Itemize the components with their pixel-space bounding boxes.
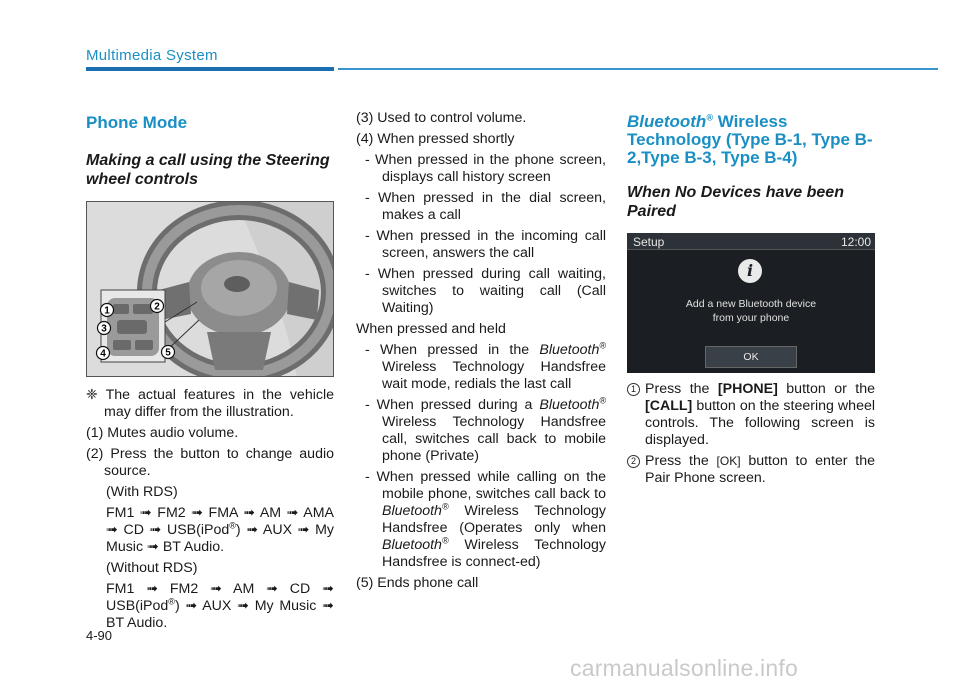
step-2-a: Press the bbox=[645, 453, 717, 469]
held-redial-b: Wireless Technology Handsfree wait mode, redials the last call bbox=[382, 359, 606, 392]
illustration-note: ❈ The actual features in the vehicle may differ from the illustration. bbox=[86, 387, 334, 420]
registered-mark: ® bbox=[229, 520, 236, 531]
phone-mode-heading: Phone Mode bbox=[86, 113, 188, 132]
column-right bbox=[627, 110, 875, 491]
item-5-end-call: (5) Ends phone call bbox=[356, 575, 479, 591]
item-4-short-press: (4) When pressed shortly bbox=[356, 131, 515, 147]
setup-screen-figure bbox=[627, 233, 875, 373]
registered-mark: ® bbox=[706, 112, 713, 123]
seq2-part-a: FM1 ➟ FM2 ➟ AM ➟ CD ➟ USB(iPod bbox=[106, 581, 334, 614]
pressed-and-held-heading: When pressed and held bbox=[356, 321, 506, 337]
held-switch-c: Wireless Technology Handsfree is connect-ed) bbox=[382, 537, 606, 570]
without-rds-sequence bbox=[86, 581, 334, 632]
page-number: 4-90 bbox=[86, 628, 113, 643]
steering-wheel-illustration bbox=[87, 202, 334, 377]
site-watermark: carmanualsonline.info bbox=[570, 655, 798, 681]
registered-mark: ® bbox=[599, 395, 606, 406]
bluetooth-heading-word: Bluetooth bbox=[627, 112, 707, 131]
figure-label-4: 4 bbox=[100, 348, 106, 360]
step-1-a: Press the bbox=[645, 381, 718, 397]
steering-call-subheading: Making a call using the Steering wheel controls bbox=[86, 152, 330, 188]
with-rds-label: (With RDS) bbox=[106, 484, 178, 500]
held-switch-b: Wireless Technology Handsfree (Operates only when bbox=[382, 503, 606, 536]
screen-clock: 12:00 bbox=[840, 235, 871, 249]
call-button-label: [CALL] bbox=[645, 398, 693, 414]
column-middle bbox=[356, 110, 606, 596]
bluetooth-word: Bluetooth bbox=[382, 537, 442, 553]
held-private-a: - When pressed during a bbox=[365, 397, 540, 413]
bluetooth-word: Bluetooth bbox=[382, 503, 442, 519]
held-private-b: Wireless Technology Handsfree call, switches call back to mobile phone (Private) bbox=[382, 414, 606, 464]
item-2-source: (2) Press the button to change audio source. bbox=[86, 446, 334, 479]
ok-button: OK bbox=[705, 346, 797, 368]
held-switch-a: - When pressed while calling on the mobile phone, switches call back to bbox=[365, 469, 606, 502]
step-2 bbox=[627, 453, 875, 487]
registered-mark: ® bbox=[599, 340, 606, 351]
item-3-volume: (3) Used to control volume. bbox=[356, 110, 527, 126]
no-devices-subheading: When No Devices have been Paired bbox=[627, 184, 844, 220]
header-rule-light bbox=[338, 68, 938, 70]
short-press-phone-screen: - When pressed in the phone screen, displays call history screen bbox=[365, 152, 606, 185]
bluetooth-heading bbox=[627, 113, 875, 167]
seq1-part-b: ) ➟ AUX ➟ My Music ➟ BT Audio. bbox=[106, 522, 334, 555]
held-switch-back bbox=[356, 469, 606, 571]
ok-button-label: [OK] bbox=[716, 454, 741, 468]
phone-button-label: [PHONE] bbox=[717, 381, 778, 397]
info-icon: i bbox=[738, 259, 762, 283]
step-1-number: 1 bbox=[627, 383, 640, 396]
figure-label-5: 5 bbox=[165, 347, 171, 359]
column-left bbox=[86, 110, 334, 636]
figure-label-3: 3 bbox=[101, 323, 107, 335]
step-1-e: button on the steering wheel controls. The following screen is displayed. bbox=[645, 398, 875, 448]
item-1-mute: (1) Mutes audio volume. bbox=[86, 425, 239, 441]
section-header: Multimedia System bbox=[86, 47, 218, 64]
figure-label-1: 1 bbox=[104, 305, 110, 317]
seq1-part-a: FM1 ➟ FM2 ➟ FMA ➟ AM ➟ AMA ➟ CD ➟ USB(iPod bbox=[106, 505, 334, 538]
screen-title: Setup bbox=[633, 235, 665, 249]
header-rule-dark bbox=[86, 67, 334, 71]
seq2-part-b: ) ➟ AUX ➟ My Music ➟ BT Audio. bbox=[106, 598, 334, 631]
held-redial-a: - When pressed in the bbox=[365, 342, 540, 358]
registered-mark: ® bbox=[168, 596, 175, 607]
screen-message bbox=[627, 297, 875, 325]
step-2-number: 2 bbox=[627, 455, 640, 468]
bluetooth-word: Bluetooth bbox=[539, 342, 600, 358]
steering-wheel-figure bbox=[86, 201, 334, 377]
held-redial bbox=[356, 342, 606, 393]
short-press-dial-screen: - When pressed in the dial screen, makes a call bbox=[365, 190, 606, 223]
screen-status-bar bbox=[627, 233, 875, 250]
held-private bbox=[356, 397, 606, 465]
step-1-c: button or the bbox=[777, 381, 876, 397]
with-rds-sequence bbox=[86, 505, 334, 556]
bluetooth-heading-rest: Wireless Technology (Type B-1, Type B-2,Type B-3, Type B-4) bbox=[627, 112, 873, 167]
bluetooth-word: Bluetooth bbox=[539, 397, 600, 413]
without-rds-label: (Without RDS) bbox=[106, 560, 198, 576]
registered-mark: ® bbox=[441, 501, 449, 512]
short-press-incoming-call: - When pressed in the incoming call screen, answers the call bbox=[365, 228, 606, 261]
short-press-call-waiting: - When pressed during call waiting, switches to waiting call (Call Waiting) bbox=[365, 266, 606, 316]
registered-mark: ® bbox=[441, 535, 449, 546]
screen-message-line-1: Add a new Bluetooth device bbox=[685, 298, 817, 310]
figure-label-2: 2 bbox=[154, 301, 160, 313]
screen-message-line-2: from your phone bbox=[712, 312, 790, 324]
step-1 bbox=[627, 381, 875, 449]
step-2-c: button to enter the Pair Phone screen. bbox=[645, 453, 876, 486]
